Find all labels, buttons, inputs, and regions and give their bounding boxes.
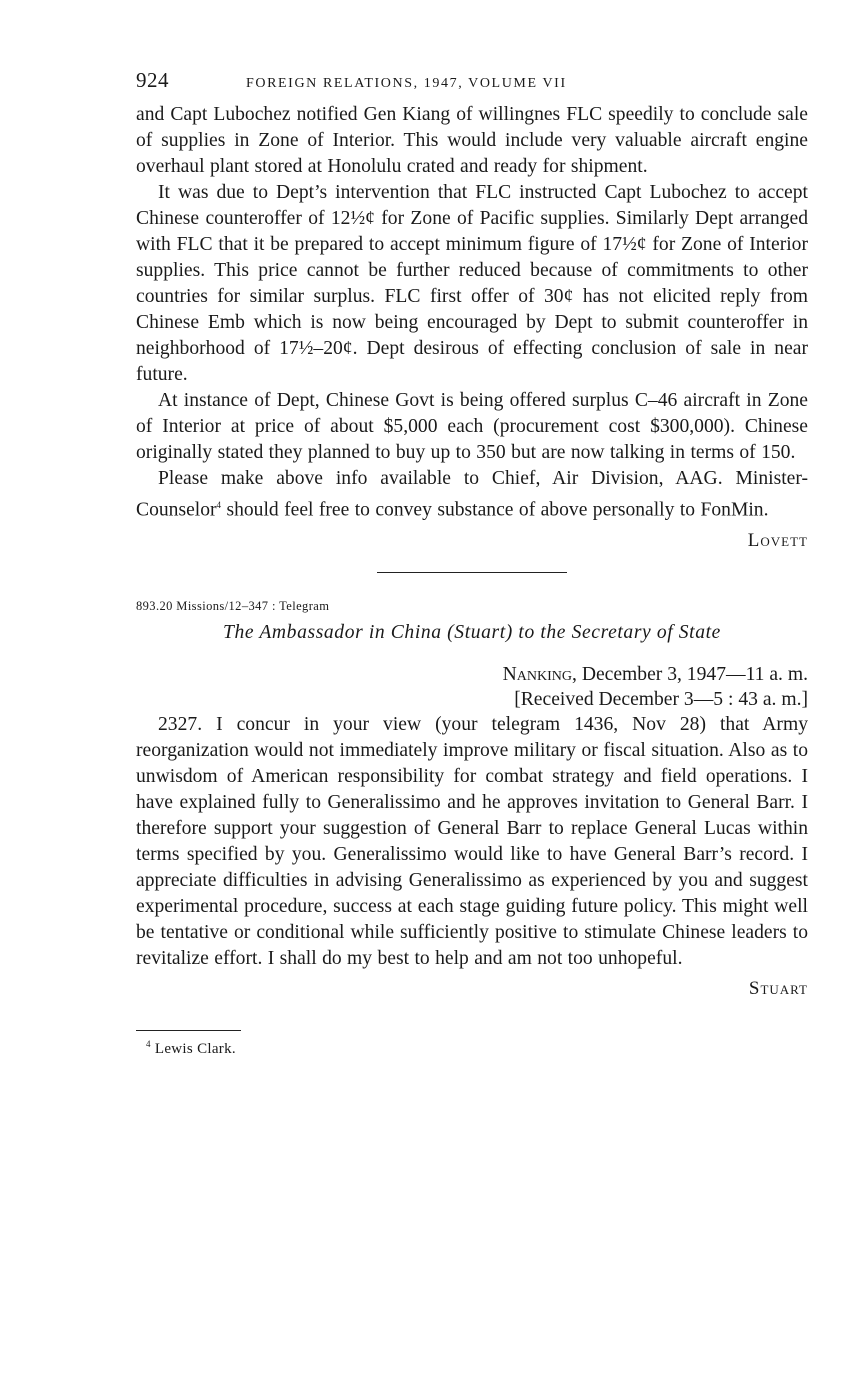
footnote-rule [136, 1030, 241, 1031]
footnote-marker: 4 [146, 1038, 151, 1049]
dateline-received: [Received December 3—5 : 43 a. m.] [514, 688, 808, 710]
dateline-date: December 3, 1947—11 a. m. [576, 663, 808, 685]
page-number: 924 [136, 68, 169, 92]
running-title: FOREIGN RELATIONS, 1947, VOLUME VII [246, 76, 567, 91]
paragraph-instructions [136, 466, 808, 524]
running-head [136, 68, 808, 102]
signature-stuart: Stuart [748, 977, 808, 999]
paragraph-instructions-text: Please make above info available to Chief, Air Division, AAG. Minister-Counselor [136, 468, 808, 521]
file-reference: 893.20 Missions/12–347 : Telegram [136, 598, 330, 613]
footnote-text: Lewis Clark. [150, 1040, 236, 1057]
document-separator [377, 572, 567, 573]
dateline-place: Nanking, [502, 663, 577, 685]
page [136, 68, 808, 1058]
document-title: The Ambassador in China (Stuart) to the Secretary of State [223, 621, 721, 643]
footnote-reference: 4 [216, 500, 222, 510]
paragraph-instructions-text-cont: should feel free to convey substance of above personally to FonMin. [221, 499, 769, 521]
telegram-body: 2327. I concur in your view (your telegram 1436, Nov 28) that Army reorganization would not immediately improve military or fiscal situation. Also as to unwisdom of American responsibility for combat strategy and field operations. I have explained fully to Generalissimo and he approves invitation to General Barr. I therefore support your suggestion of General Barr to replace General Lucas within terms specified by you. Generalissimo would like to have General Barr’s record. I appreciate difficulties in advising Generalissimo as experienced by you and suggest experimental procedure, success at each stage guiding future policy. This might well be tentative or conditional while sufficiently positive to stimulate Chinese leaders to revitalize effort. I shall do my best to help and am not too unhopeful. [136, 713, 808, 969]
dateline [136, 662, 808, 712]
paragraph-continuation: and Capt Lubochez notified Gen Kiang of willingnes FLC speedily to conclude sale of supplies in Zone of Interior. This would include very valuable aircraft engine overhaul plant stored at Honolulu crated and ready for shipment. [136, 104, 808, 177]
footnote [146, 1039, 808, 1058]
dateline-sent [136, 662, 808, 687]
signature-lovett: Lovett [747, 529, 808, 551]
paragraph-c46-aircraft: At instance of Dept, Chinese Govt is being offered surplus C–46 aircraft in Zone of Interior at price of about $5,000 each (procurement cost $300,000). Chinese originally stated they planned to buy up to 350 but are now talking in terms of 150. [136, 390, 808, 463]
paragraph-price-negotiation: It was due to Dept’s intervention that FLC instructed Capt Lubochez to accept Chinese counteroffer of 12½¢ for Zone of Pacific supplies. Similarly Dept arranged with FLC that it be prepared to accept minimum figure of 17½¢ for Zone of Interior supplies. This price cannot be further reduced because of commitments to other countries for similar surplus. FLC first offer of 30¢ has not elicited reply from Chinese Emb which is now being encouraged by Dept to submit counteroffer in neighborhood of 17½–20¢. Dept desirous of effecting conclusion of sale in near future. [136, 182, 808, 385]
